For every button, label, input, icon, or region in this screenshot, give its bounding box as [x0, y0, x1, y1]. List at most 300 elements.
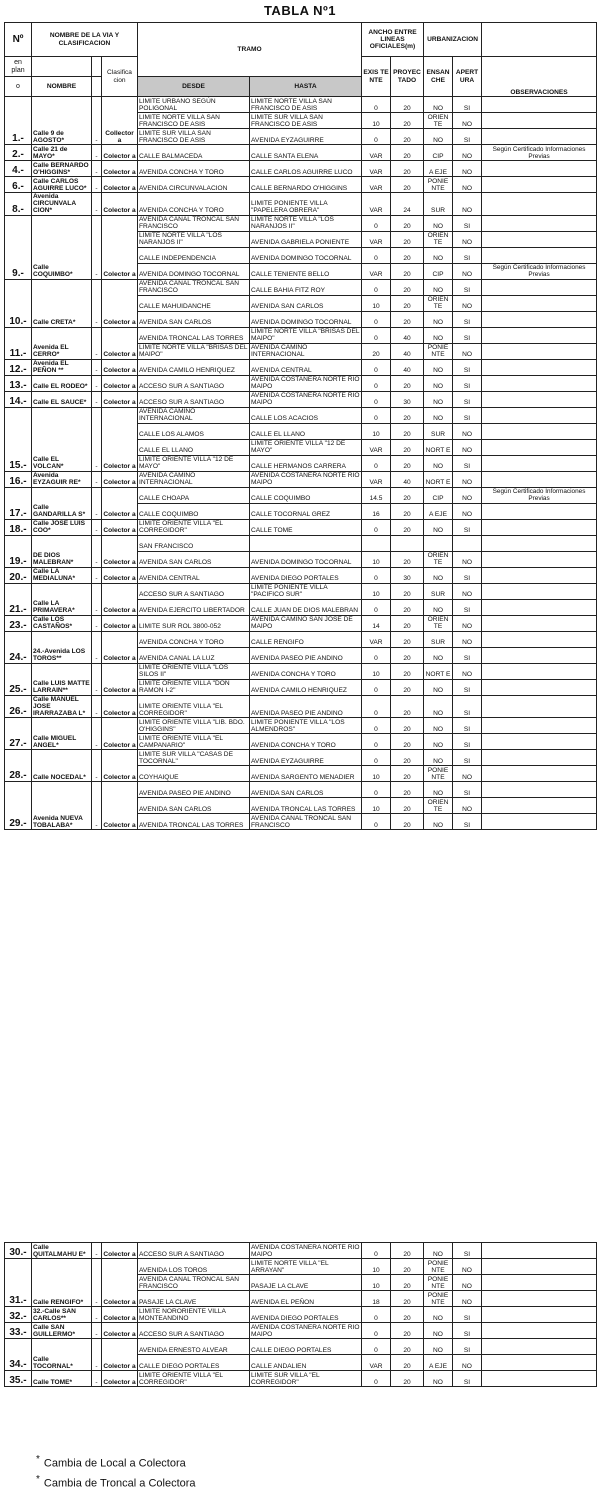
- apertura: NO: [453, 423, 482, 439]
- table-row: [5, 375, 597, 391]
- ensanche: NO: [424, 519, 453, 535]
- table-row: [5, 279, 597, 295]
- observaciones: [482, 439, 597, 455]
- road-classification: Colector a: [102, 161, 138, 177]
- table-row: [5, 177, 597, 193]
- ancho-proyectado: 20: [391, 1291, 424, 1307]
- road-name: Calle LUIS MATTE LARRAIN**: [32, 663, 92, 695]
- ensanche: PONIE NTE: [424, 766, 453, 782]
- ancho-existente: VAR: [362, 231, 391, 247]
- road-classification: Colector a: [102, 359, 138, 375]
- road-classification: Colector a: [102, 782, 138, 830]
- ancho-proyectado: 30: [391, 391, 424, 407]
- table-row: [5, 1243, 597, 1259]
- header-dash-col: [92, 77, 102, 97]
- apertura: NO: [453, 145, 482, 161]
- ancho-proyectado: 20: [391, 231, 424, 247]
- road-name: Calle EL RODEO*: [32, 375, 92, 391]
- row-number: 16.-: [5, 471, 32, 487]
- row-number: 21.-: [5, 583, 32, 615]
- ancho-existente: 0: [362, 391, 391, 407]
- observaciones: [482, 193, 597, 216]
- tramo-desde: COYHAIQUE: [138, 766, 250, 782]
- ancho-proyectado: 20: [391, 1339, 424, 1355]
- footnote-1-text: Cambia de Local a Colectora: [43, 1457, 186, 1470]
- ancho-proyectado: 20: [391, 1323, 424, 1339]
- row-dash: -: [92, 631, 102, 663]
- ancho-existente: 0: [362, 247, 391, 263]
- row-dash: -: [92, 407, 102, 471]
- apertura: SI: [453, 311, 482, 327]
- observaciones: [482, 583, 597, 599]
- tramo-desde: AVENIDA CANAL TRONCAL SAN FRANCISCO: [138, 279, 250, 295]
- row-dash: -: [92, 471, 102, 487]
- ancho-proyectado: 20: [391, 1307, 424, 1323]
- apertura: NO: [453, 471, 482, 487]
- road-classification: Colector a: [102, 327, 138, 359]
- road-classification: Colector a: [102, 279, 138, 327]
- tramo-hasta: CALLE ANDALIEN: [250, 1355, 362, 1371]
- observaciones: [482, 1259, 597, 1275]
- tramo-hasta: AVENIDA SAN CARLOS: [250, 295, 362, 311]
- apertura: NO: [453, 1291, 482, 1307]
- table-row: [5, 407, 597, 423]
- tramo-hasta: LIMITE NORTE VILLA "LOS NARANJOS II": [250, 215, 362, 231]
- ancho-existente: 0: [362, 129, 391, 145]
- apertura: SI: [453, 215, 482, 231]
- road-name: Avenida CIRCUNVALA CION*: [32, 193, 92, 216]
- ancho-proyectado: 20: [391, 455, 424, 471]
- ancho-proyectado: 20: [391, 631, 424, 647]
- header-blank: [482, 23, 597, 57]
- tramo-desde: AVENIDA CAMINO INTERNACIONAL: [138, 471, 250, 487]
- tramo-hasta: LIMITE PONIENTE VILLA "LOS ALMENDROS": [250, 718, 362, 734]
- tramo-desde: AVENIDA CIRCUNVALACION: [138, 177, 250, 193]
- road-classification: Colector a: [102, 487, 138, 519]
- ancho-proyectado: 20: [391, 145, 424, 161]
- road-name: 24.-Avenida LOS TOROS**: [32, 631, 92, 663]
- apertura: NO: [453, 439, 482, 455]
- tramo-desde: AVENIDA PASEO PIE ANDINO: [138, 782, 250, 798]
- tramo-hasta: AVENIDA COSTANERA NORTE RIO MAIPO: [250, 1323, 362, 1339]
- apertura: NO: [453, 177, 482, 193]
- observaciones: [482, 279, 597, 295]
- ancho-proyectado: 20: [391, 599, 424, 615]
- apertura: NO: [453, 766, 482, 782]
- row-dash: -: [92, 695, 102, 718]
- road-name: Calle JOSE LUIS COO*: [32, 519, 92, 535]
- observaciones: [482, 567, 597, 583]
- row-dash: -: [92, 279, 102, 327]
- ancho-existente: 10: [362, 295, 391, 311]
- tramo-hasta: AVENIDA EYZAGUIRRE: [250, 129, 362, 145]
- apertura: SI: [453, 391, 482, 407]
- ancho-proyectado: 20: [391, 375, 424, 391]
- observaciones: [482, 471, 597, 487]
- observaciones: [482, 359, 597, 375]
- road-classification: Colector a: [102, 583, 138, 615]
- tramo-hasta: CALLE HERMANOS CARRERA: [250, 455, 362, 471]
- road-classification: Colector a: [102, 177, 138, 193]
- ensanche: NO: [424, 455, 453, 471]
- observaciones: [482, 551, 597, 567]
- road-classification: Colector a: [102, 567, 138, 583]
- ancho-existente: 0: [362, 359, 391, 375]
- road-name: Avenida NUEVA TOBALABA*: [32, 782, 92, 830]
- table-title: TABLA Nº1: [263, 3, 337, 18]
- tramo-hasta: AVENIDA PASEO PIE ANDINO: [250, 647, 362, 663]
- ancho-proyectado: 20: [391, 439, 424, 455]
- ensanche: CIP: [424, 487, 453, 503]
- observaciones: [482, 766, 597, 782]
- tramo-desde: AVENIDA CANAL TRONCAL SAN FRANCISCO: [138, 1275, 250, 1291]
- ancho-proyectado: 20: [391, 695, 424, 718]
- ensanche: NO: [424, 750, 453, 766]
- tramo-hasta: AVENIDA CENTRAL: [250, 359, 362, 375]
- ensanche: CIP: [424, 263, 453, 279]
- tramo-desde: AVENIDA SAN CARLOS: [138, 311, 250, 327]
- ensanche: NO: [424, 279, 453, 295]
- ancho-existente: 0: [362, 97, 391, 113]
- ensanche: NO: [424, 1323, 453, 1339]
- ancho-proyectado: 20: [391, 97, 424, 113]
- row-number: 32.-: [5, 1307, 32, 1323]
- road-name: Calle COQUIMBO*: [32, 215, 92, 279]
- roads-table: [4, 22, 597, 830]
- ensanche: ORIEN TE: [424, 113, 453, 129]
- observaciones: [482, 519, 597, 535]
- ancho-proyectado: 20: [391, 718, 424, 734]
- road-name: Calle QUITALMAHU E*: [32, 1243, 92, 1259]
- tramo-desde: LIMITE ORIENTE VILLA "EL CORREGIDOR": [138, 1371, 250, 1387]
- tramo-hasta: AVENIDA EL PEÑON: [250, 1291, 362, 1307]
- tramo-desde: AVENIDA ERNESTO ALVEAR: [138, 1339, 250, 1355]
- road-classification: Colector a: [102, 1259, 138, 1307]
- tramo-desde: CALLE EL LLANO: [138, 439, 250, 455]
- row-number: 18.-: [5, 519, 32, 535]
- tramo-hasta: CALLE JUAN DE DIOS MALEBRAN: [250, 599, 362, 615]
- row-number: 11.-: [5, 327, 32, 359]
- row-number: 30.-: [5, 1243, 32, 1259]
- tramo-desde: CALLE BALMACEDA: [138, 145, 250, 161]
- ensanche: NO: [424, 567, 453, 583]
- ensanche: NO: [424, 647, 453, 663]
- table-row: [5, 782, 597, 798]
- tramo-desde: LIMITE NORORIENTE VILLA MONTEANDINO: [138, 1307, 250, 1323]
- road-name: Calle MANUEL JOSE IRARRAZABA L*: [32, 695, 92, 718]
- row-number: 13.-: [5, 375, 32, 391]
- tramo-desde: LIMITE ORIENTE VILLA "EL CORREGIDOR": [138, 519, 250, 535]
- ancho-proyectado: 20: [391, 782, 424, 798]
- tramo-desde: LIMITE NORTE VILLA SAN FRANCISCO DE ASIS: [138, 113, 250, 129]
- apertura: NO: [453, 295, 482, 311]
- header-dash-spacer: [92, 57, 102, 77]
- tramo-desde: ACCESO SUR A SANTIAGO: [138, 375, 250, 391]
- ensanche: PONIE NTE: [424, 1259, 453, 1275]
- tramo-hasta: CALLE EL LLANO: [250, 423, 362, 439]
- tramo-hasta: AVENIDA SARGENTO MENADIER: [250, 766, 362, 782]
- ensanche: NORT E: [424, 663, 453, 679]
- observaciones: [482, 798, 597, 814]
- tramo-hasta: CALLE BERNARDO O'HIGGINS: [250, 177, 362, 193]
- table-row: [5, 1339, 597, 1355]
- row-dash: -: [92, 1307, 102, 1323]
- ancho-proyectado: 20: [391, 279, 424, 295]
- observaciones: [482, 1323, 597, 1339]
- row-number: 15.-: [5, 407, 32, 471]
- road-classification: Colector a: [102, 471, 138, 487]
- tramo-desde: AVENIDA CONCHA Y TORO: [138, 161, 250, 177]
- tramo-desde: AVENIDA LOS TOROS: [138, 1259, 250, 1275]
- ancho-existente: 0: [362, 311, 391, 327]
- row-number: 34.-: [5, 1339, 32, 1371]
- table-row: [5, 631, 597, 647]
- ancho-proyectado: 20: [391, 583, 424, 599]
- apertura: SI: [453, 519, 482, 535]
- ensanche: NO: [424, 97, 453, 113]
- tramo-desde: CALLE INDEPENDENCIA: [138, 247, 250, 263]
- ancho-existente: 0: [362, 814, 391, 830]
- ancho-existente: 0: [362, 1339, 391, 1355]
- observaciones: [482, 423, 597, 439]
- tramo-hasta: AVENIDA SAN CARLOS: [250, 782, 362, 798]
- ancho-existente: VAR: [362, 631, 391, 647]
- tramo-desde: AVENIDA SAN CARLOS: [138, 798, 250, 814]
- tramo-hasta: CALLE TOME: [250, 519, 362, 535]
- tramo-hasta: CALLE CARLOS AGUIRRE LUCO: [250, 161, 362, 177]
- ancho-existente: 0: [362, 647, 391, 663]
- apertura: SI: [453, 455, 482, 471]
- row-number: 14.-: [5, 391, 32, 407]
- apertura: NO: [453, 615, 482, 631]
- ancho-proyectado: 20: [391, 766, 424, 782]
- header-ensanche: ENSAN CHE: [424, 57, 453, 97]
- apertura: SI: [453, 718, 482, 734]
- ancho-proyectado: 20: [391, 407, 424, 423]
- apertura: SI: [453, 695, 482, 718]
- tramo-desde: LIMITE URBANO SEGÚN POLIGONAL: [138, 97, 250, 113]
- ancho-proyectado: 20: [391, 263, 424, 279]
- ancho-existente: 0: [362, 1371, 391, 1387]
- apertura: SI: [453, 750, 482, 766]
- ancho-existente: 0: [362, 215, 391, 231]
- table-row: [5, 583, 597, 599]
- observaciones: [482, 343, 597, 359]
- table-row: [5, 145, 597, 161]
- tramo-hasta: AVENIDA CONCHA Y TORO: [250, 734, 362, 750]
- road-classification: Colector a: [102, 1243, 138, 1259]
- road-classification: Collector a: [102, 97, 138, 145]
- apertura: NO: [453, 663, 482, 679]
- observaciones: [482, 631, 597, 647]
- row-dash: -: [92, 375, 102, 391]
- observaciones: [482, 311, 597, 327]
- table-row: [5, 695, 597, 718]
- observaciones: [482, 734, 597, 750]
- observaciones: Según Certificado Informaciones Previas: [482, 487, 597, 503]
- tramo-hasta: AVENIDA DIEGO PORTALES: [250, 1307, 362, 1323]
- ancho-proyectado: 20: [391, 798, 424, 814]
- row-number: 23.-: [5, 615, 32, 631]
- tramo-desde: AVENIDA CAMINO INTERNACIONAL: [138, 407, 250, 423]
- observaciones: [482, 1291, 597, 1307]
- road-classification: Colector a: [102, 1307, 138, 1323]
- road-classification: Colector a: [102, 535, 138, 567]
- tramo-hasta: CALLE RENGIFO: [250, 631, 362, 647]
- row-dash: -: [92, 663, 102, 695]
- header-ancho: ANCHO ENTRE LINEAS OFICIALES(m): [362, 23, 424, 57]
- apertura: NO: [453, 1275, 482, 1291]
- ancho-existente: [362, 535, 391, 551]
- tramo-desde: LIMITE ORIENTE VILLA "LIB. BDO. O'HIGGINS": [138, 718, 250, 734]
- road-name: Calle CRETA*: [32, 279, 92, 327]
- header-existe: EXIS TE NTE: [362, 57, 391, 97]
- tramo-hasta: LIMITE PONIENTE VILLA "PACIFICO SUR": [250, 583, 362, 599]
- ancho-existente: 10: [362, 551, 391, 567]
- ancho-existente: 0: [362, 375, 391, 391]
- observaciones: [482, 375, 597, 391]
- header-clasificacion: Clasifica cion: [102, 57, 138, 97]
- header-desde: DESDE: [138, 77, 250, 97]
- tramo-hasta: CALLE TOCORNAL GREZ: [250, 503, 362, 519]
- ensanche: NO: [424, 734, 453, 750]
- tramo-desde: CALLE CHOAPA: [138, 487, 250, 503]
- road-classification: Colector a: [102, 391, 138, 407]
- ancho-proyectado: 20: [391, 177, 424, 193]
- footnote-2: [36, 1474, 196, 1490]
- ancho-existente: 0: [362, 599, 391, 615]
- tramo-hasta: AVENIDA DOMINGO TOCORNAL: [250, 551, 362, 567]
- row-dash: -: [92, 177, 102, 193]
- observaciones: [482, 407, 597, 423]
- tramo-hasta: AVENIDA CAMINO INTERNACIONAL: [250, 343, 362, 359]
- apertura: SI: [453, 814, 482, 830]
- row-number: 9.-: [5, 215, 32, 279]
- apertura: SI: [453, 679, 482, 695]
- observaciones: [482, 327, 597, 343]
- road-classification: Colector a: [102, 1371, 138, 1387]
- apertura: NO: [453, 798, 482, 814]
- ensanche: NO: [424, 695, 453, 718]
- ensanche: NO: [424, 782, 453, 798]
- road-classification: Colector a: [102, 615, 138, 631]
- tramo-hasta: CALLE LOS ACACIOS: [250, 407, 362, 423]
- table-row: [5, 327, 597, 343]
- ensanche: NORT E: [424, 439, 453, 455]
- row-number: 35.-: [5, 1371, 32, 1387]
- tramo-desde: LIMITE NORTE VILLA "BRISAS DEL MAIPO": [139, 344, 248, 359]
- ancho-proyectado: 20: [391, 750, 424, 766]
- ancho-proyectado: 20: [391, 487, 424, 503]
- tramo-desde: CALLE DIEGO PORTALES: [138, 1355, 250, 1371]
- road-classification: Colector a: [102, 718, 138, 750]
- ancho-proyectado: 40: [391, 343, 424, 359]
- row-dash: -: [92, 359, 102, 375]
- ancho-proyectado: 20: [391, 1275, 424, 1291]
- row-number: 33.-: [5, 1323, 32, 1339]
- observaciones: [482, 113, 597, 129]
- road-classification: Colector a: [102, 663, 138, 695]
- apertura: SI: [453, 247, 482, 263]
- observaciones: [482, 615, 597, 631]
- observaciones: [482, 718, 597, 734]
- row-dash: -: [92, 1323, 102, 1339]
- road-name: Calle TOME*: [32, 1371, 92, 1387]
- row-dash: -: [92, 615, 102, 631]
- row-number: 6.-: [5, 177, 32, 193]
- row-number: 19.-: [5, 535, 32, 567]
- header-tramo: TRAMO: [138, 23, 362, 77]
- table-row: [5, 615, 597, 631]
- tramo-hasta: CALLE COQUIMBO: [250, 487, 362, 503]
- observaciones: [482, 1355, 597, 1371]
- tramo-hasta: AVENIDA GABRIELA PONIENTE: [250, 231, 362, 247]
- road-name: Calle GANDARILLA S*: [32, 487, 92, 519]
- row-dash: -: [92, 1371, 102, 1387]
- tramo-hasta: LIMITE NORTE VILLA "EL ARRAYAN": [250, 1259, 362, 1275]
- ensanche: ORIEN TE: [424, 295, 453, 311]
- ensanche: NO: [424, 311, 453, 327]
- observaciones: [482, 663, 597, 679]
- table-row: [5, 567, 597, 583]
- row-number: 20.-: [5, 567, 32, 583]
- row-number: 26.-: [5, 695, 32, 718]
- ancho-existente: 0: [362, 1307, 391, 1323]
- table-row: [5, 215, 597, 231]
- ancho-existente: 14.5: [362, 487, 391, 503]
- row-dash: -: [92, 215, 102, 279]
- ensanche: SUR: [424, 423, 453, 439]
- tramo-desde: LIMITE ORIENTE VILLA "EL CORREGIDOR": [138, 695, 250, 718]
- tramo-desde: CALLE MAHUIDANCHE: [138, 295, 250, 311]
- ancho-proyectado: 20: [391, 215, 424, 231]
- ensanche: NO: [424, 215, 453, 231]
- tramo-desde: AVENIDA CONCHA Y TORO: [138, 631, 250, 647]
- header-num-sub3: o: [5, 77, 32, 97]
- ensanche: NO: [424, 599, 453, 615]
- observaciones: Según Certificado Informaciones Previas: [482, 145, 597, 161]
- header-num-sub: [5, 57, 32, 77]
- apertura: SI: [453, 782, 482, 798]
- ancho-existente: 0: [362, 519, 391, 535]
- tramo-desde: AVENIDA SAN CARLOS: [138, 551, 250, 567]
- tramo-desde: AVENIDA TRONCAL LAS TORRES: [138, 327, 250, 343]
- apertura: NO: [453, 263, 482, 279]
- tramo-desde: AVENIDA CENTRAL: [138, 567, 250, 583]
- ancho-proyectado: 40: [391, 327, 424, 343]
- observaciones: [482, 231, 597, 247]
- row-dash: -: [92, 718, 102, 750]
- ancho-existente: VAR: [362, 145, 391, 161]
- tramo-desde: LIMITE ORIENTE VILLA "12 DE MAYO": [138, 455, 250, 471]
- tramo-hasta: AVENIDA DIEGO PORTALES: [250, 567, 362, 583]
- row-dash: -: [92, 567, 102, 583]
- road-classification: Colector a: [102, 519, 138, 535]
- apertura: NO: [453, 231, 482, 247]
- apertura: NO: [453, 193, 482, 216]
- road-classification: Colector a: [102, 1339, 138, 1371]
- apertura: SI: [453, 1323, 482, 1339]
- ancho-proyectado: 20: [391, 647, 424, 663]
- observaciones: [482, 455, 597, 471]
- row-number: 2.-: [5, 145, 32, 161]
- observaciones: [482, 247, 597, 263]
- apertura: SI: [453, 599, 482, 615]
- observaciones: [482, 599, 597, 615]
- tramo-desde: AVENIDA EJERCITO LIBERTADOR: [138, 599, 250, 615]
- ancho-proyectado: 20: [391, 1371, 424, 1387]
- ancho-proyectado: 20: [391, 311, 424, 327]
